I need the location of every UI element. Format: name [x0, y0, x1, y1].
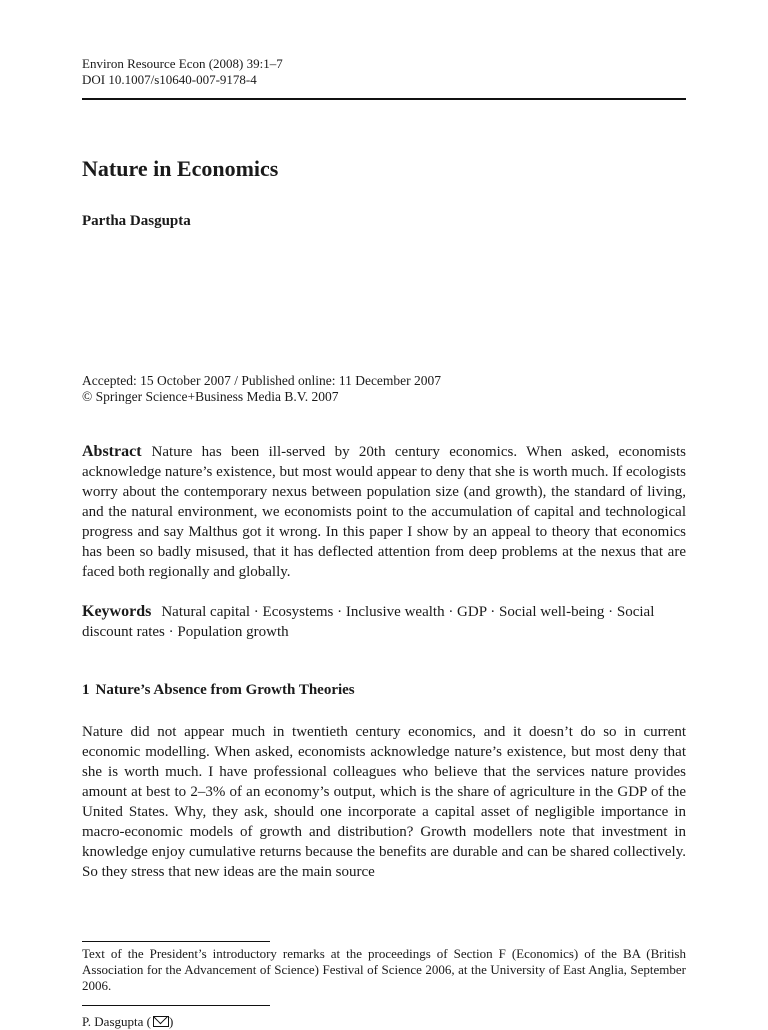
keywords-text: Natural capital · Ecosystems · Inclusive wealth · GDP · Social well-being · Social discount rates · Population growth — [82, 604, 655, 640]
copyright-line: © Springer Science+Business Media B.V. 2007 — [82, 389, 339, 404]
keywords — [82, 602, 686, 642]
abstract — [82, 442, 686, 582]
section-heading — [82, 682, 355, 699]
contact-rule — [82, 1005, 270, 1006]
journal-header — [82, 56, 283, 88]
section-body: Nature did not appear much in twentieth century economics, and it doesn’t do so in current economic modelling. When asked, economists acknowledge nature’s existence, but most deny that she is worth much. I have professional colleagues who believe that the services nature provides amount at best to 2–3% of an economy’s output, which is the share of agriculture in the GDP of the United States. Why, they ask, should one incorporate a capital asset of negligible importance in macro-economic models of growth and distribution? Growth modellers note that investment in knowledge enjoy cumulative returns because the benefits are durable and can be shared collectively. So they stress that new ideas are the main source — [82, 724, 686, 880]
article-author: Partha Dasgupta — [82, 213, 191, 229]
envelope-icon — [153, 1016, 169, 1027]
section-title: Nature’s Absence from Growth Theories — [95, 682, 355, 698]
abstract-text: Nature has been ill-served by 20th century economics. When asked, economists acknowledge nature’s existence, but most would appear to deny that she is worth much. If ecologists worry about the contemporary nexus between population size (and growth), the standard of living, and the natural environment, we economists point to the accumulation of capital and technological progress and say Malthus got it wrong. In this paper I show by an appeal to theory that economics has been so badly misused, that it has deflected attention from deep problems at the nexus that are faced both regionally and globally. — [82, 444, 686, 580]
author-contact: P. Dasgupta ( ) — [82, 1014, 174, 1029]
contact-name: P. Dasgupta — [82, 1014, 144, 1029]
footnote-rule — [82, 941, 270, 942]
article-dates — [82, 373, 441, 405]
paper-page — [82, 0, 686, 1029]
journal-citation: Environ Resource Econ (2008) 39:1–7 — [82, 56, 283, 71]
section-number: 1 — [82, 682, 90, 698]
abstract-label: Abstract — [82, 443, 142, 460]
publication-dates: Accepted: 15 October 2007 / Published online: 11 December 2007 — [82, 373, 442, 388]
article-title: Nature in Economics — [82, 156, 279, 181]
footnote: Text of the President’s introductory remarks at the proceedings of Section F (Economics) of the BA (British Association for the Advancement of Science) Festival of Science 2006, at the University of East Anglia, September 2006. — [82, 946, 686, 993]
keywords-label: Keywords — [82, 603, 152, 620]
journal-doi: DOI 10.1007/s10640-007-9178-4 — [82, 72, 257, 87]
header-rule — [82, 98, 686, 100]
